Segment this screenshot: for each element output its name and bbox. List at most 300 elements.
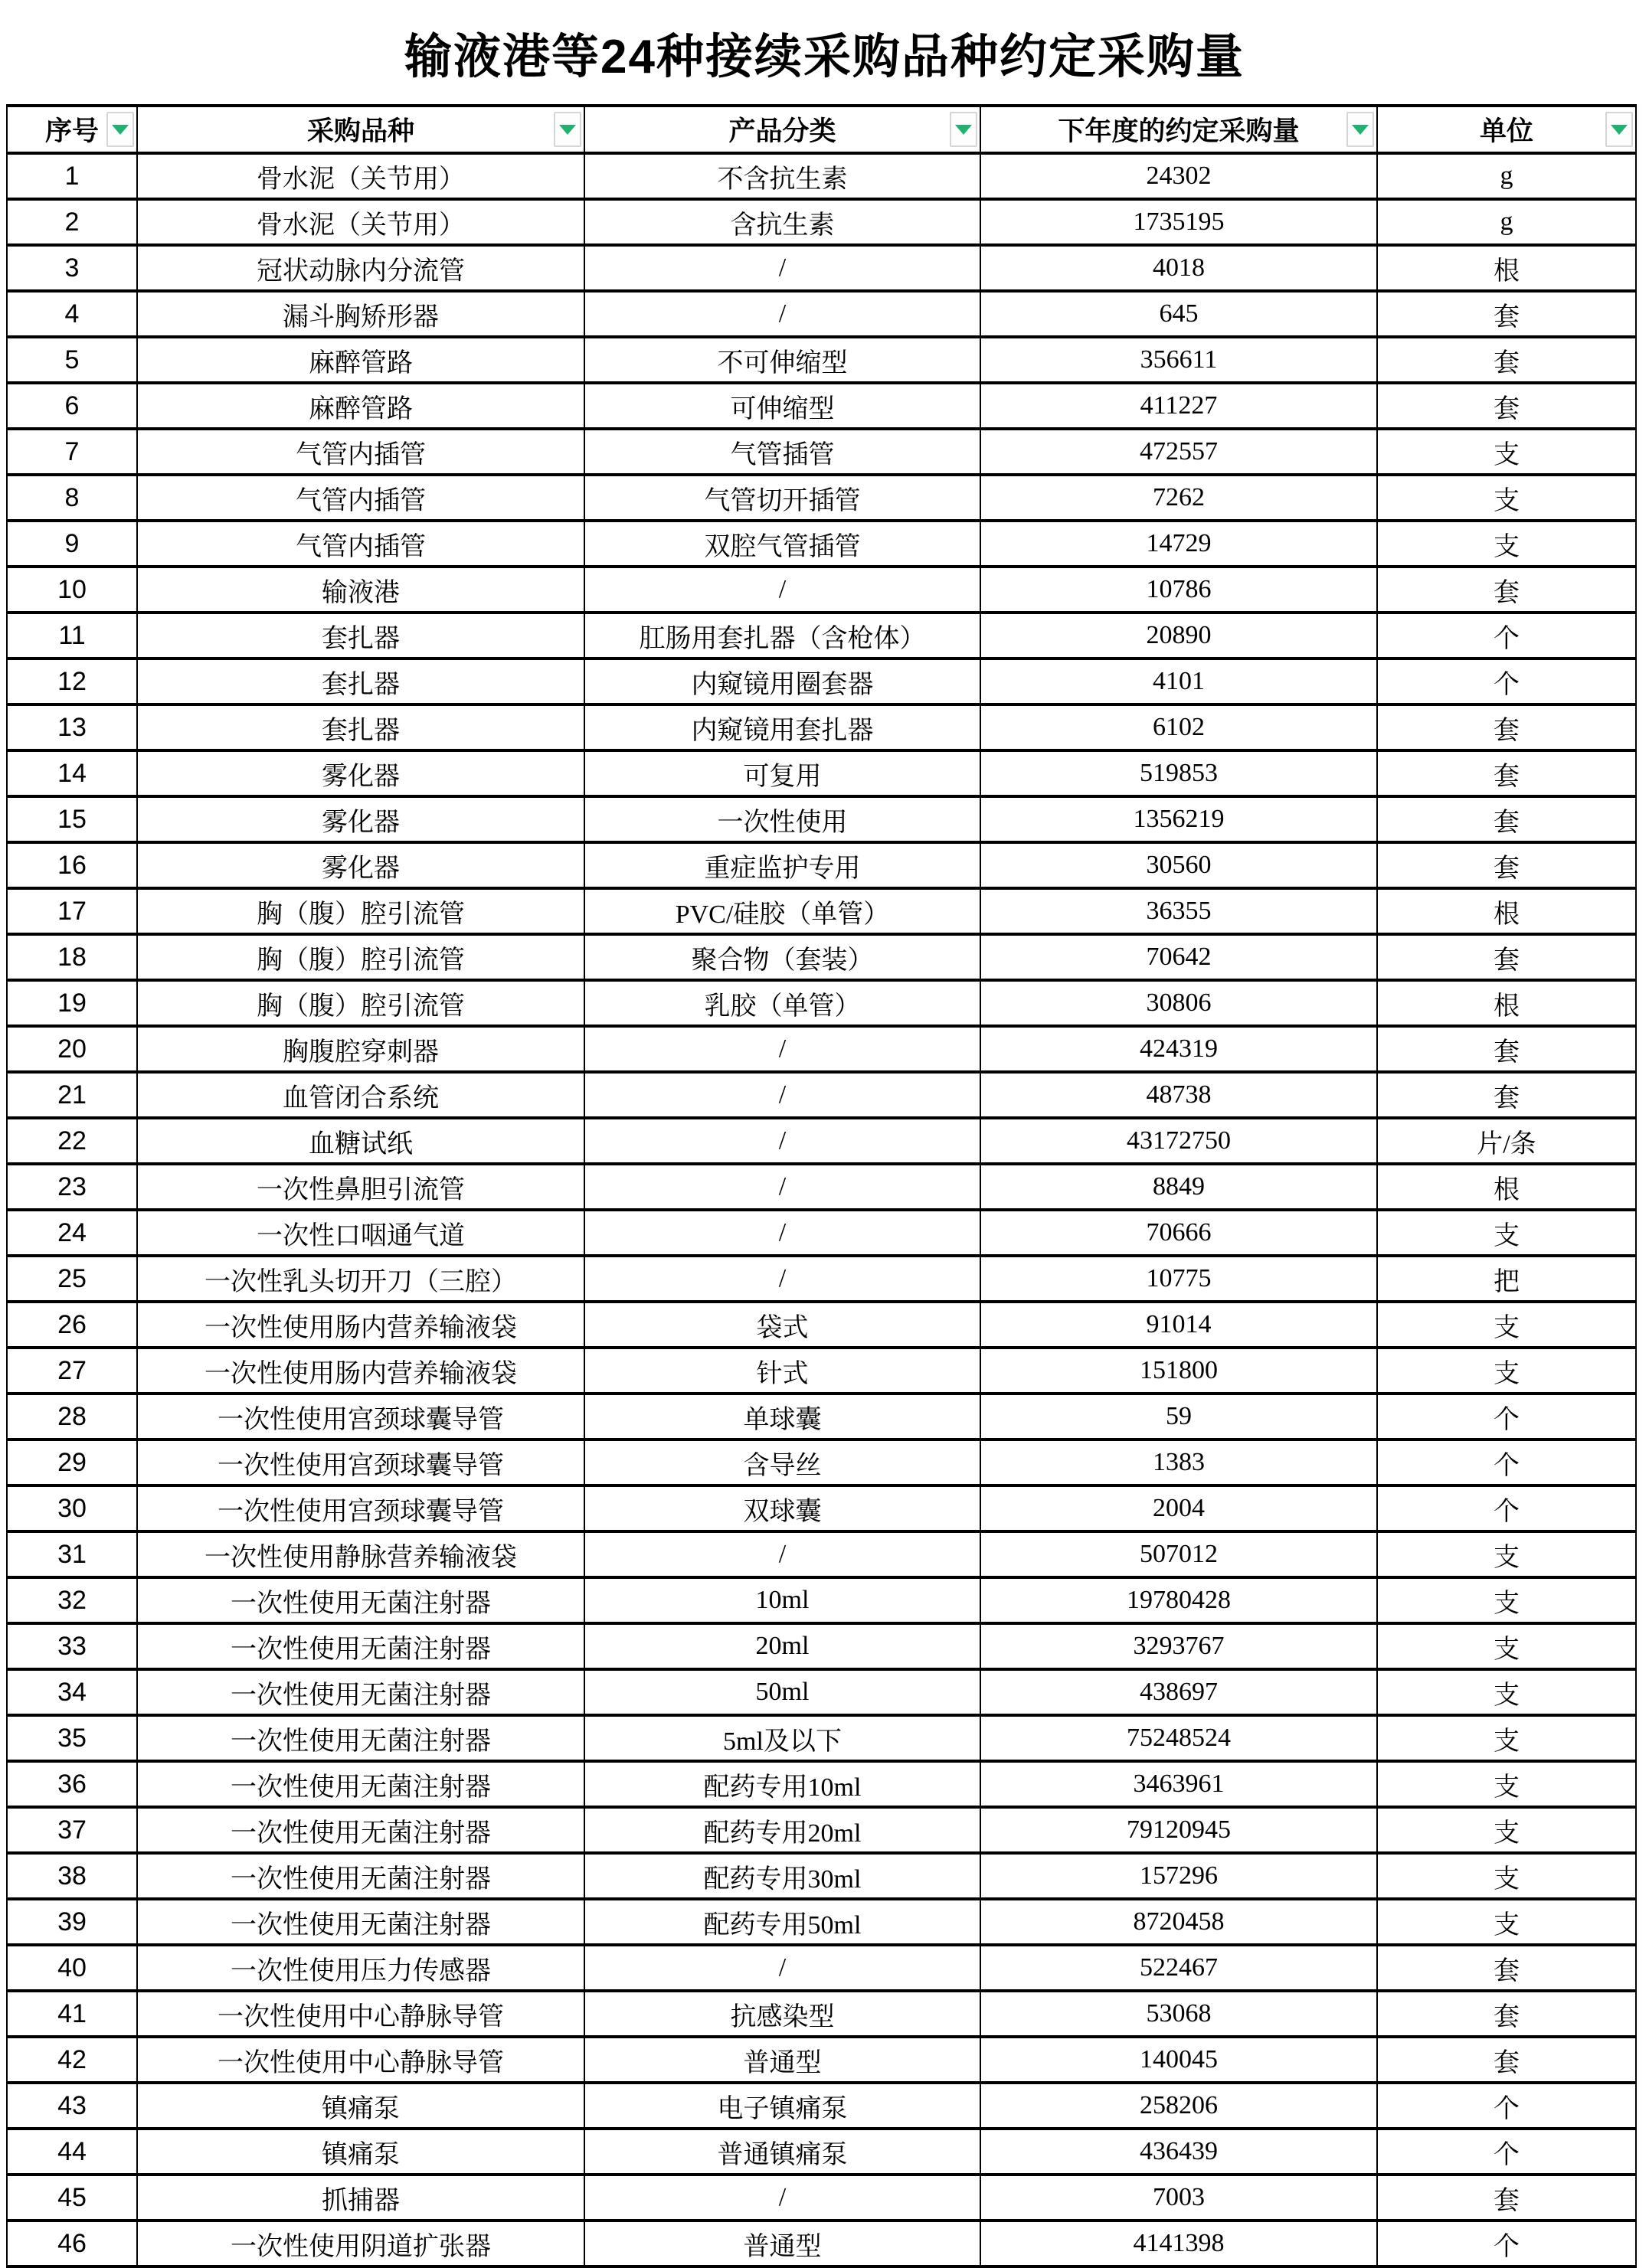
cell-quantity[interactable]: 79120945 xyxy=(980,1807,1377,1853)
cell-category[interactable]: 50ml xyxy=(584,1669,980,1715)
cell-unit[interactable]: 套 xyxy=(1377,1945,1636,1991)
cell-quantity[interactable]: 48738 xyxy=(980,1072,1377,1118)
column-header-product xyxy=(137,106,584,153)
table-row xyxy=(7,1164,1636,1210)
cell-product[interactable]: 一次性使用静脉营养输液袋 xyxy=(137,1531,584,1577)
cell-unit[interactable]: 套 xyxy=(1377,567,1636,613)
cell-no[interactable]: 32 xyxy=(7,1577,137,1623)
cell-product[interactable]: 一次性使用无菌注射器 xyxy=(137,1807,584,1853)
cell-unit[interactable]: 个 xyxy=(1377,659,1636,704)
cell-category[interactable]: 配药专用50ml xyxy=(584,1899,980,1945)
table-row xyxy=(7,1531,1636,1577)
filter-dropdown-icon xyxy=(1611,125,1628,135)
cell-category[interactable]: / xyxy=(584,1945,980,1991)
cell-product[interactable]: 一次性使用宫颈球囊导管 xyxy=(137,1485,584,1531)
cell-no[interactable]: 7 xyxy=(7,429,137,475)
table-row xyxy=(7,750,1636,796)
cell-unit[interactable]: 支 xyxy=(1377,1623,1636,1669)
cell-quantity[interactable]: 70642 xyxy=(980,934,1377,980)
cell-quantity[interactable]: 438697 xyxy=(980,1669,1377,1715)
cell-unit[interactable]: 支 xyxy=(1377,1853,1636,1899)
cell-quantity[interactable]: 645 xyxy=(980,291,1377,337)
cell-no[interactable]: 41 xyxy=(7,1991,137,2037)
cell-category[interactable]: / xyxy=(584,1256,980,1302)
cell-product[interactable]: 一次性口咽通气道 xyxy=(137,1210,584,1256)
cell-no[interactable]: 24 xyxy=(7,1210,137,1256)
cell-quantity[interactable]: 8849 xyxy=(980,1164,1377,1210)
header-cell-content xyxy=(981,109,1376,150)
cell-quantity[interactable]: 3463961 xyxy=(980,1761,1377,1807)
cell-category[interactable]: / xyxy=(584,1164,980,1210)
cell-quantity[interactable]: 75248524 xyxy=(980,1715,1377,1761)
cell-unit[interactable]: 套 xyxy=(1377,337,1636,383)
filter-button-unit[interactable] xyxy=(1605,112,1633,147)
cell-quantity[interactable]: 1356219 xyxy=(980,796,1377,842)
cell-category[interactable]: 一次性使用 xyxy=(584,796,980,842)
cell-no[interactable]: 31 xyxy=(7,1531,137,1577)
table-row xyxy=(7,1256,1636,1302)
cell-product[interactable]: 镇痛泵 xyxy=(137,2129,584,2175)
cell-unit[interactable]: 片/条 xyxy=(1377,1118,1636,1164)
cell-quantity[interactable]: 4101 xyxy=(980,659,1377,704)
table-row xyxy=(7,704,1636,750)
cell-category[interactable]: 肛肠用套扎器（含枪体） xyxy=(584,613,980,659)
cell-quantity[interactable]: 7262 xyxy=(980,475,1377,521)
cell-product[interactable]: 胸（腹）腔引流管 xyxy=(137,934,584,980)
cell-product[interactable]: 血糖试纸 xyxy=(137,1118,584,1164)
table-row xyxy=(7,2175,1636,2221)
table-row xyxy=(7,245,1636,291)
cell-category[interactable]: / xyxy=(584,291,980,337)
cell-no[interactable]: 35 xyxy=(7,1715,137,1761)
cell-no[interactable]: 38 xyxy=(7,1853,137,1899)
cell-product[interactable]: 一次性使用中心静脉导管 xyxy=(137,1991,584,2037)
cell-category[interactable]: 配药专用20ml xyxy=(584,1807,980,1853)
cell-quantity[interactable]: 356611 xyxy=(980,337,1377,383)
cell-no[interactable]: 37 xyxy=(7,1807,137,1853)
filter-button-category[interactable] xyxy=(950,112,977,147)
cell-category[interactable]: 针式 xyxy=(584,1348,980,1394)
table-row xyxy=(7,383,1636,429)
table-row xyxy=(7,1577,1636,1623)
cell-unit[interactable]: 支 xyxy=(1377,429,1636,475)
filter-dropdown-icon xyxy=(955,125,972,135)
cell-quantity[interactable]: 258206 xyxy=(980,2083,1377,2129)
filter-button-product[interactable] xyxy=(554,112,581,147)
cell-no[interactable]: 11 xyxy=(7,613,137,659)
cell-unit[interactable]: 支 xyxy=(1377,1669,1636,1715)
cell-no[interactable]: 29 xyxy=(7,1440,137,1485)
table-header xyxy=(7,106,1636,153)
cell-category[interactable]: 配药专用10ml xyxy=(584,1761,980,1807)
cell-no[interactable]: 21 xyxy=(7,1072,137,1118)
cell-quantity[interactable]: 3293767 xyxy=(980,1623,1377,1669)
table-row xyxy=(7,934,1636,980)
table-row xyxy=(7,842,1636,888)
cell-no[interactable]: 19 xyxy=(7,980,137,1026)
table-row xyxy=(7,291,1636,337)
cell-no[interactable]: 5 xyxy=(7,337,137,383)
cell-product[interactable]: 麻醉管路 xyxy=(137,337,584,383)
cell-product[interactable]: 输液港 xyxy=(137,567,584,613)
cell-category[interactable]: 内窥镜用套扎器 xyxy=(584,704,980,750)
table-row xyxy=(7,1715,1636,1761)
cell-unit[interactable]: 个 xyxy=(1377,2083,1636,2129)
cell-unit[interactable]: 支 xyxy=(1377,475,1636,521)
table-row xyxy=(7,153,1636,199)
cell-product[interactable]: 雾化器 xyxy=(137,750,584,796)
cell-unit[interactable]: 套 xyxy=(1377,291,1636,337)
cell-category[interactable]: 双球囊 xyxy=(584,1485,980,1531)
column-header-category xyxy=(584,106,980,153)
cell-category[interactable]: 5ml及以下 xyxy=(584,1715,980,1761)
column-label-product: 采购品种 xyxy=(306,116,414,146)
cell-unit[interactable]: g xyxy=(1377,153,1636,199)
cell-quantity[interactable]: 140045 xyxy=(980,2037,1377,2083)
cell-unit[interactable]: 个 xyxy=(1377,1485,1636,1531)
cell-unit[interactable]: g xyxy=(1377,199,1636,245)
cell-unit[interactable]: 把 xyxy=(1377,1256,1636,1302)
cell-category[interactable]: 普通型 xyxy=(584,2037,980,2083)
table-row xyxy=(7,980,1636,1026)
cell-product[interactable]: 雾化器 xyxy=(137,796,584,842)
cell-quantity[interactable]: 436439 xyxy=(980,2129,1377,2175)
cell-quantity[interactable]: 59 xyxy=(980,1394,1377,1440)
cell-no[interactable]: 3 xyxy=(7,245,137,291)
filter-button-no[interactable] xyxy=(106,112,134,147)
cell-category[interactable]: 10ml xyxy=(584,1577,980,1623)
cell-category[interactable]: 气管插管 xyxy=(584,429,980,475)
cell-product[interactable]: 血管闭合系统 xyxy=(137,1072,584,1118)
cell-category[interactable]: / xyxy=(584,1531,980,1577)
cell-no[interactable]: 25 xyxy=(7,1256,137,1302)
table-row xyxy=(7,613,1636,659)
cell-product[interactable]: 镇痛泵 xyxy=(137,2083,584,2129)
cell-quantity[interactable]: 91014 xyxy=(980,1302,1377,1348)
cell-product[interactable]: 气管内插管 xyxy=(137,521,584,567)
column-header-unit xyxy=(1377,106,1636,153)
cell-category[interactable]: PVC/硅胶（单管） xyxy=(584,888,980,934)
cell-product[interactable]: 套扎器 xyxy=(137,704,584,750)
cell-quantity[interactable]: 70666 xyxy=(980,1210,1377,1256)
cell-unit[interactable]: 根 xyxy=(1377,245,1636,291)
cell-category[interactable]: / xyxy=(584,1118,980,1164)
cell-category[interactable]: 抗感染型 xyxy=(584,1991,980,2037)
cell-product[interactable]: 套扎器 xyxy=(137,659,584,704)
cell-category[interactable]: 不可伸缩型 xyxy=(584,337,980,383)
cell-unit[interactable]: 套 xyxy=(1377,2037,1636,2083)
cell-product[interactable]: 雾化器 xyxy=(137,842,584,888)
cell-quantity[interactable]: 4141398 xyxy=(980,2221,1377,2266)
header-row xyxy=(7,106,1636,153)
cell-quantity[interactable]: 7003 xyxy=(980,2175,1377,2221)
column-header-no xyxy=(7,106,137,153)
cell-quantity[interactable]: 14729 xyxy=(980,521,1377,567)
cell-product[interactable]: 一次性使用无菌注射器 xyxy=(137,1669,584,1715)
table-row xyxy=(7,1072,1636,1118)
table-row xyxy=(7,1394,1636,1440)
cell-product[interactable]: 一次性鼻胆引流管 xyxy=(137,1164,584,1210)
cell-quantity[interactable]: 157296 xyxy=(980,1853,1377,1899)
cell-no[interactable]: 4 xyxy=(7,291,137,337)
cell-product[interactable]: 一次性使用肠内营养输液袋 xyxy=(137,1348,584,1394)
cell-no[interactable]: 18 xyxy=(7,934,137,980)
cell-quantity[interactable]: 1383 xyxy=(980,1440,1377,1485)
cell-product[interactable]: 麻醉管路 xyxy=(137,383,584,429)
cell-no[interactable]: 33 xyxy=(7,1623,137,1669)
cell-category[interactable]: / xyxy=(584,567,980,613)
table-row xyxy=(7,1026,1636,1072)
cell-unit[interactable]: 套 xyxy=(1377,750,1636,796)
cell-category[interactable]: 含导丝 xyxy=(584,1440,980,1485)
table-row xyxy=(7,659,1636,704)
table-row xyxy=(7,1669,1636,1715)
cell-unit[interactable]: 个 xyxy=(1377,2221,1636,2266)
cell-category[interactable]: / xyxy=(584,245,980,291)
cell-unit[interactable]: 根 xyxy=(1377,980,1636,1026)
column-label-category: 产品分类 xyxy=(728,116,836,146)
cell-no[interactable]: 30 xyxy=(7,1485,137,1531)
cell-unit[interactable]: 套 xyxy=(1377,796,1636,842)
cell-category[interactable]: 电子镇痛泵 xyxy=(584,2083,980,2129)
cell-no[interactable]: 15 xyxy=(7,796,137,842)
cell-product[interactable]: 一次性使用无菌注射器 xyxy=(137,1577,584,1623)
cell-unit[interactable]: 根 xyxy=(1377,888,1636,934)
cell-no[interactable]: 34 xyxy=(7,1669,137,1715)
column-label-no: 序号 xyxy=(44,116,99,146)
cell-quantity[interactable]: 24302 xyxy=(980,153,1377,199)
cell-no[interactable]: 39 xyxy=(7,1899,137,1945)
cell-product[interactable]: 一次性使用宫颈球囊导管 xyxy=(137,1394,584,1440)
cell-no[interactable]: 8 xyxy=(7,475,137,521)
cell-category[interactable]: 聚合物（套装） xyxy=(584,934,980,980)
cell-category[interactable]: / xyxy=(584,1026,980,1072)
cell-category[interactable]: 袋式 xyxy=(584,1302,980,1348)
cell-quantity[interactable]: 411227 xyxy=(980,383,1377,429)
cell-quantity[interactable]: 43172750 xyxy=(980,1118,1377,1164)
cell-quantity[interactable]: 1735195 xyxy=(980,199,1377,245)
cell-no[interactable]: 44 xyxy=(7,2129,137,2175)
cell-category[interactable]: / xyxy=(584,1072,980,1118)
cell-no[interactable]: 6 xyxy=(7,383,137,429)
cell-unit[interactable]: 个 xyxy=(1377,2129,1636,2175)
cell-quantity[interactable]: 507012 xyxy=(980,1531,1377,1577)
cell-no[interactable]: 36 xyxy=(7,1761,137,1807)
cell-unit[interactable]: 支 xyxy=(1377,1807,1636,1853)
cell-category[interactable]: / xyxy=(584,2175,980,2221)
cell-unit[interactable]: 支 xyxy=(1377,1348,1636,1394)
column-label-unit: 单位 xyxy=(1479,116,1533,146)
filter-button-quantity[interactable] xyxy=(1346,112,1374,147)
table-row xyxy=(7,2221,1636,2266)
cell-unit[interactable]: 个 xyxy=(1377,1394,1636,1440)
cell-product[interactable]: 一次性使用宫颈球囊导管 xyxy=(137,1440,584,1485)
procurement-table xyxy=(6,104,1637,2268)
cell-category[interactable]: 普通镇痛泵 xyxy=(584,2129,980,2175)
cell-quantity[interactable]: 151800 xyxy=(980,1348,1377,1394)
table-row xyxy=(7,199,1636,245)
cell-quantity[interactable]: 519853 xyxy=(980,750,1377,796)
cell-product[interactable]: 一次性使用中心静脉导管 xyxy=(137,2037,584,2083)
cell-unit[interactable]: 套 xyxy=(1377,383,1636,429)
cell-quantity[interactable]: 30560 xyxy=(980,842,1377,888)
cell-category[interactable]: 乳胶（单管） xyxy=(584,980,980,1026)
cell-unit[interactable]: 套 xyxy=(1377,2175,1636,2221)
cell-quantity[interactable]: 20890 xyxy=(980,613,1377,659)
cell-category[interactable]: 配药专用30ml xyxy=(584,1853,980,1899)
cell-unit[interactable]: 个 xyxy=(1377,1440,1636,1485)
table-row xyxy=(7,1623,1636,1669)
cell-no[interactable]: 28 xyxy=(7,1394,137,1440)
cell-unit[interactable]: 支 xyxy=(1377,1577,1636,1623)
cell-quantity[interactable]: 36355 xyxy=(980,888,1377,934)
cell-product[interactable]: 一次性乳头切开刀（三腔） xyxy=(137,1256,584,1302)
cell-quantity[interactable]: 30806 xyxy=(980,980,1377,1026)
cell-unit[interactable]: 支 xyxy=(1377,1302,1636,1348)
cell-product[interactable]: 胸（腹）腔引流管 xyxy=(137,980,584,1026)
table-row xyxy=(7,1485,1636,1531)
cell-product[interactable]: 一次性使用无菌注射器 xyxy=(137,1623,584,1669)
cell-unit[interactable]: 支 xyxy=(1377,1715,1636,1761)
filter-dropdown-icon xyxy=(1352,125,1369,135)
cell-unit[interactable]: 个 xyxy=(1377,613,1636,659)
cell-product[interactable]: 骨水泥（关节用） xyxy=(137,199,584,245)
table-row xyxy=(7,1807,1636,1853)
cell-category[interactable]: 普通型 xyxy=(584,2221,980,2266)
cell-product[interactable]: 胸（腹）腔引流管 xyxy=(137,888,584,934)
table-row xyxy=(7,1853,1636,1899)
cell-unit[interactable]: 套 xyxy=(1377,1026,1636,1072)
cell-category[interactable]: 气管切开插管 xyxy=(584,475,980,521)
table-row xyxy=(7,475,1636,521)
table-row xyxy=(7,521,1636,567)
cell-unit[interactable]: 支 xyxy=(1377,1531,1636,1577)
cell-no[interactable]: 43 xyxy=(7,2083,137,2129)
cell-unit[interactable]: 支 xyxy=(1377,521,1636,567)
cell-product[interactable]: 冠状动脉内分流管 xyxy=(137,245,584,291)
cell-no[interactable]: 20 xyxy=(7,1026,137,1072)
cell-product[interactable]: 骨水泥（关节用） xyxy=(137,153,584,199)
table-row xyxy=(7,2129,1636,2175)
cell-category[interactable]: 可复用 xyxy=(584,750,980,796)
table-row xyxy=(7,796,1636,842)
cell-no[interactable]: 23 xyxy=(7,1164,137,1210)
cell-product[interactable]: 一次性使用无菌注射器 xyxy=(137,1761,584,1807)
cell-category[interactable]: 双腔气管插管 xyxy=(584,521,980,567)
cell-no[interactable]: 27 xyxy=(7,1348,137,1394)
cell-product[interactable]: 套扎器 xyxy=(137,613,584,659)
cell-quantity[interactable]: 53068 xyxy=(980,1991,1377,2037)
cell-category[interactable]: 内窥镜用圈套器 xyxy=(584,659,980,704)
cell-quantity[interactable]: 10775 xyxy=(980,1256,1377,1302)
cell-unit[interactable]: 套 xyxy=(1377,1991,1636,2037)
cell-no[interactable]: 45 xyxy=(7,2175,137,2221)
table-row xyxy=(7,1118,1636,1164)
cell-no[interactable]: 1 xyxy=(7,153,137,199)
table-row xyxy=(7,2037,1636,2083)
cell-product[interactable]: 一次性使用无菌注射器 xyxy=(137,1715,584,1761)
cell-product[interactable]: 漏斗胸矫形器 xyxy=(137,291,584,337)
cell-category[interactable]: 单球囊 xyxy=(584,1394,980,1440)
table-row xyxy=(7,1761,1636,1807)
cell-unit[interactable]: 支 xyxy=(1377,1761,1636,1807)
cell-category[interactable]: 不含抗生素 xyxy=(584,153,980,199)
cell-unit[interactable]: 套 xyxy=(1377,704,1636,750)
cell-unit[interactable]: 根 xyxy=(1377,1164,1636,1210)
cell-quantity[interactable]: 4018 xyxy=(980,245,1377,291)
header-cell-content xyxy=(585,109,980,150)
cell-no[interactable]: 14 xyxy=(7,750,137,796)
cell-category[interactable]: 含抗生素 xyxy=(584,199,980,245)
table-row xyxy=(7,1302,1636,1348)
cell-product[interactable]: 气管内插管 xyxy=(137,429,584,475)
cell-quantity[interactable]: 10786 xyxy=(980,567,1377,613)
cell-no[interactable]: 26 xyxy=(7,1302,137,1348)
cell-no[interactable]: 12 xyxy=(7,659,137,704)
table-row xyxy=(7,1210,1636,1256)
cell-product[interactable]: 一次性使用阴道扩张器 xyxy=(137,2221,584,2266)
cell-quantity[interactable]: 2004 xyxy=(980,1485,1377,1531)
cell-product[interactable]: 一次性使用肠内营养输液袋 xyxy=(137,1302,584,1348)
table-row xyxy=(7,1991,1636,2037)
cell-product[interactable]: 一次性使用无菌注射器 xyxy=(137,1899,584,1945)
cell-no[interactable]: 42 xyxy=(7,2037,137,2083)
cell-no[interactable]: 9 xyxy=(7,521,137,567)
cell-product[interactable]: 胸腹腔穿刺器 xyxy=(137,1026,584,1072)
cell-quantity[interactable]: 424319 xyxy=(980,1026,1377,1072)
filter-dropdown-icon xyxy=(559,125,576,135)
table-row xyxy=(7,1899,1636,1945)
cell-product[interactable]: 一次性使用压力传感器 xyxy=(137,1945,584,1991)
cell-unit[interactable]: 套 xyxy=(1377,842,1636,888)
cell-quantity[interactable]: 472557 xyxy=(980,429,1377,475)
filter-dropdown-icon xyxy=(112,125,129,135)
cell-quantity[interactable]: 522467 xyxy=(980,1945,1377,1991)
cell-category[interactable]: 重症监护专用 xyxy=(584,842,980,888)
cell-product[interactable]: 气管内插管 xyxy=(137,475,584,521)
cell-category[interactable]: 20ml xyxy=(584,1623,980,1669)
table-row xyxy=(7,888,1636,934)
column-label-quantity: 下年度的约定采购量 xyxy=(1058,116,1300,146)
header-cell-content xyxy=(1378,109,1635,150)
cell-product[interactable]: 抓捕器 xyxy=(137,2175,584,2221)
cell-no[interactable]: 10 xyxy=(7,567,137,613)
cell-no[interactable]: 2 xyxy=(7,199,137,245)
cell-product[interactable]: 一次性使用无菌注射器 xyxy=(137,1853,584,1899)
cell-unit[interactable]: 套 xyxy=(1377,934,1636,980)
cell-no[interactable]: 17 xyxy=(7,888,137,934)
cell-no[interactable]: 40 xyxy=(7,1945,137,1991)
cell-no[interactable]: 13 xyxy=(7,704,137,750)
cell-quantity[interactable]: 6102 xyxy=(980,704,1377,750)
cell-quantity[interactable]: 8720458 xyxy=(980,1899,1377,1945)
cell-no[interactable]: 46 xyxy=(7,2221,137,2266)
column-header-quantity xyxy=(980,106,1377,153)
header-cell-content xyxy=(8,109,136,150)
table-row xyxy=(7,429,1636,475)
cell-unit[interactable]: 支 xyxy=(1377,1210,1636,1256)
cell-quantity[interactable]: 19780428 xyxy=(980,1577,1377,1623)
cell-no[interactable]: 16 xyxy=(7,842,137,888)
cell-unit[interactable]: 支 xyxy=(1377,1899,1636,1945)
cell-category[interactable]: / xyxy=(584,1210,980,1256)
cell-no[interactable]: 22 xyxy=(7,1118,137,1164)
cell-category[interactable]: 可伸缩型 xyxy=(584,383,980,429)
table-row xyxy=(7,567,1636,613)
page-title: 输液港等24种接续采购品种约定采购量 xyxy=(404,30,1245,83)
table-row xyxy=(7,1945,1636,1991)
cell-unit[interactable]: 套 xyxy=(1377,1072,1636,1118)
